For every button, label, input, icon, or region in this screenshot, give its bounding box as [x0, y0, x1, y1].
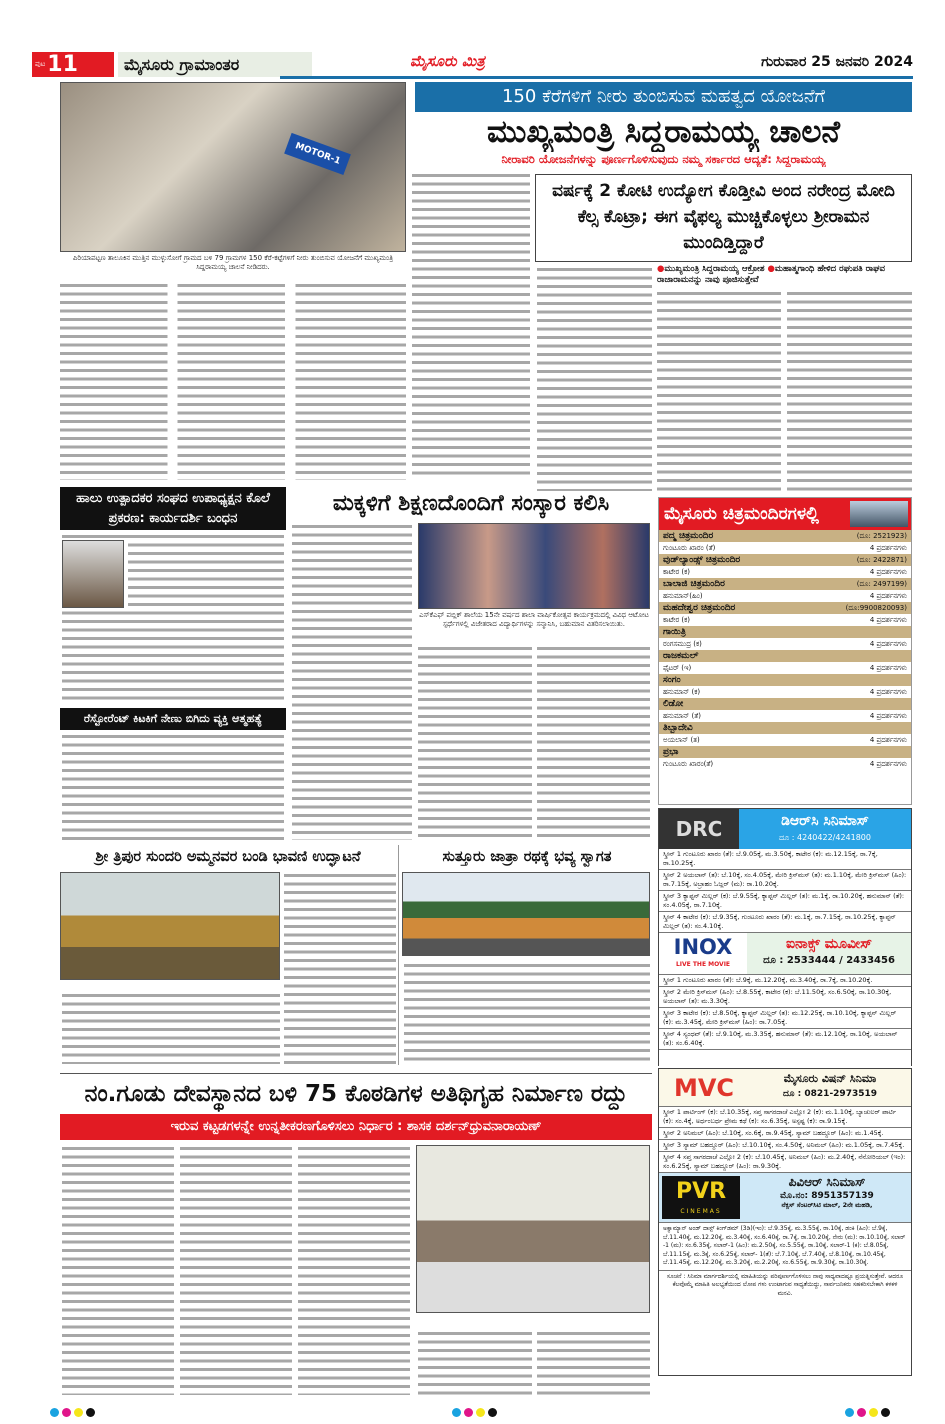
- page-no: 11: [47, 52, 78, 77]
- nanjangud-body-col5: [537, 1330, 650, 1395]
- theatre-film-row: [659, 566, 911, 578]
- theatre-name: ಪದ್ಮ ಚಿತ್ರಮಂದಿರ: [663, 531, 714, 541]
- tripura-body-col2: [284, 872, 396, 1064]
- theatre-name-row: [659, 746, 911, 758]
- lead-photo: [60, 82, 406, 252]
- inox-title: ಐನಾಕ್ಸ್ ಮೂವೀಸ್: [785, 936, 873, 952]
- motor-sign: MOTOR-1: [284, 133, 351, 175]
- nanjangud-body-col4: [418, 1330, 532, 1395]
- theatres-box: [658, 497, 912, 805]
- theatre-phone: (ದೂ: 2497199): [856, 580, 907, 588]
- milk-headline: ಹಾಲು ಉತ್ಪಾದಕರ ಸಂಘದ ಉಪಾಧ್ಯಕ್ಷನ ಕೊಲೆ ಪ್ರಕರಣ: ಕಾರ್ಯದರ್ಶಿ ಬಂಧನ: [60, 487, 286, 530]
- drc-logo: DRC: [659, 809, 739, 849]
- theatre-name: ಪ್ರಭಾ: [663, 747, 679, 757]
- modi-headline: ವರ್ಷಕ್ಕೆ 2 ಕೋಟಿ ಉದ್ಯೋಗ ಕೊಡ್ತೀವಿ ಅಂದ ನರೇಂದ್ರ ಮೋದಿ ಕೆಲ್ಸ ಕೊಟ್ರಾ; ಈಗ ವೈಫಲ್ಯ ಮುಚ್ಚಿಕೊಳ್ಳಲು ಶ್ರೀರಾಮನ ಮುಂದಿಡ್ತಿದ್ದಾರೆ: [552, 181, 895, 253]
- film-name: ಹನುಮಾನ್ (ಕ): [663, 688, 701, 696]
- theatre-film-row: [659, 710, 911, 722]
- film-name: ಕಾಟೇರ (ಕ): [663, 616, 691, 624]
- nanjangud-body-col2: [180, 1145, 292, 1395]
- suttur-body: [404, 962, 650, 1064]
- modi-headline-box: [535, 174, 912, 262]
- theatre-phone: (ದೂ: 2422871): [856, 556, 907, 564]
- school-body-col3: [537, 645, 650, 840]
- modi-body-col1: [537, 266, 652, 491]
- page-label: ಪುಟ: [35, 60, 46, 68]
- suttur-photo: [402, 872, 650, 956]
- school-photo: [418, 523, 650, 609]
- drc-phone: ದೂ : 4240422/4241800: [778, 833, 871, 842]
- show-count: 4 ಪ್ರದರ್ಶನಗಳು: [869, 664, 907, 672]
- film-name: ಫೈಟರ್ (ಇ): [663, 664, 692, 672]
- nanjangud-headline: ನಂ.ಗೂಡು ದೇವಸ್ಥಾನದ ಬಳಿ 75 ಕೊಠಡಿಗಳ ಅತಿಥಿಗೃಹ ನಿರ್ಮಾಣ ರದ್ದು: [84, 1081, 628, 1107]
- header-rule: [280, 76, 913, 79]
- theatre-film-row: [659, 542, 911, 554]
- theatre-film-row: [659, 614, 911, 626]
- rule: [60, 1073, 652, 1074]
- theatre-name-row: [659, 530, 911, 542]
- school-body-col1: [292, 523, 412, 840]
- show-count: 4 ಪ್ರದರ್ಶನಗಳು: [869, 688, 907, 696]
- screen-listing: ಸ್ಕ್ರೀನ್ 2 ಮೇರಿ ಕ್ರಿಸ್‌ಮಸ್ (ಹಿಂ): ಬೆ.8.55ಕ್ಕೆ, ಕಾಟೇರ (ಕ): ಬೆ.11.50ಕ್ಕೆ, ಸಂ.6.50ಕ್ಕೆ, ರಾ.10.30ಕ್ಕೆ, ಅಯಲಾನ್ (ತ): ಮ.3.30ಕ್ಕೆ.: [659, 987, 911, 1008]
- pvr-listing: ಅಕ್ವಾಮ್ಯಾನ್ ಅಂಡ್ ದಾಸ್ಟ್ ಕಿಂಗ್‌ಡಮ್ (3ಡಿ)(ಇಂ): ಬೆ.9.35ಕ್ಕೆ, ಮ.3.55ಕ್ಕೆ, ರಾ.10ಕ್ಕೆ, ಡಂಕಿ (ಹಿಂ): ಬೆ.9ಕ್ಕೆ, ಬೆ.11.40ಕ್ಕೆ, ಮ.12.20ಕ್ಕೆ, ಮ.3.40ಕ್ಕೆ, ಸಂ.6.40ಕ್ಕೆ, ರಾ.7ಕ್ಕೆ, ರಾ.10.20ಕ್ಕೆ, ನೇರು (ಮ): ರಾ.10.10ಕ್ಕೆ, ಸಲಾರ್ -1 (ಮ): ಸಂ.6.35ಕ್ಕೆ, ಸಲಾರ್-1 (ಹಿಂ): ಮ.2.50ಕ್ಕೆ, ಸಂ.5.55ಕ್ಕೆ, ರಾ.10ಕ್ಕೆ, ಸಲಾರ್-1 (ಕ): ಬೆ.8.05ಕ್ಕೆ, ಬೆ.11.15ಕ್ಕೆ, ಮ.3ಕ್ಕೆ, ಸಂ.6.25ಕ್ಕೆ, ಸಲಾರ್- 1(ತೆ): ಬೆ.7.10ಕ್ಕೆ, ಬೆ.7.40ಕ್ಕೆ, ಬೆ.8.10ಕ್ಕೆ, ರಾ.10.45ಕ್ಕೆ, ಬೆ.11.45ಕ್ಕೆ, ಮ.12.20ಕ್ಕೆ, ಮ.3.20ಕ್ಕೆ, ಮ.2.20ಕ್ಕೆ, ಸಂ.6.55ಕ್ಕೆ, ರಾ.9.30ಕ್ಕೆ, ರಾ.10.30ಕ್ಕೆ.: [659, 1223, 911, 1271]
- film-name: ಅಯಲಾನ್ (ತ): [663, 736, 700, 744]
- screen-listing: ಸ್ಕ್ರೀನ್ 4 ಸಪ್ತ ಸಾಗರದಾಚೆ ಎಲ್ಲೋ 2 (ಕ): ಬೆ.10.45ಕ್ಕೆ, ಅನಿಮಲ್ (ಹಿಂ): ಮ.2.40ಕ್ಕೆ, ನೆನೋರಿಯಲ್ (ಇಂ): ಸಂ.6.25ಕ್ಕೆ, ಸ್ಯಾಮ್ ಬಹದ್ದೂರ್ (ಹಿಂ): ರಾ.9.30ಕ್ಕೆ.: [659, 1152, 911, 1173]
- cinema-hall-image: [850, 501, 908, 527]
- restaurant-body: [62, 733, 284, 840]
- film-name: ಗುಂಟೂರು ಖಾರಂ (ತೆ): [663, 544, 716, 552]
- cinema-note: ಸೂಚನೆ : ಸಿನಿಮಾ ಮಾರ್ಗದರ್ಶಿಯಲ್ಲಿ ಮಾಹಿತಿಯನ್ನು ಪರಿಪೂರ್ಣಗೊಳಿಸಲು ನಾವು ಸಾಧ್ಯವಾದಷ್ಟೂ ಪ್ರಯತ್ನಿಸುತ್ತೇವೆ. ಆದರೂ ಕೆಲವೊಮ್ಮೆ ಮಾಹಿತಿ ಅಲಭ್ಯತೆಯಿಂದ ಲೋಪ ಗಳು ಉಂಟಾಗುವ ಸಾಧ್ಯತೆಯಿದ್ದು, ಸಾರ್ವಜನಿಕರು ಸಹಕರಿಸಬೇಕಾಗಿ ಕಳಕಳಿ ಮನವಿ.: [666, 1272, 904, 1297]
- tripura-headline: ಶ್ರೀ ತ್ರಿಪುರ ಸುಂದರಿ ಅಮ್ಮನವರ ಬಂಡಿ ಭಾವಣಿ ಉದ್ಘಾಟನೆ: [95, 849, 361, 865]
- show-count: 4 ಪ್ರದರ್ಶನಗಳು: [869, 616, 907, 624]
- theatre-film-row: [659, 662, 911, 674]
- show-count: 4 ಪ್ರದರ್ಶನಗಳು: [869, 736, 907, 744]
- screen-listing: ಸ್ಕ್ರೀನ್ 4 ಕಾಟೇರ (ಕ): ಬೆ.9.35ಕ್ಕೆ, ಗುಂಟೂರು ಖಾರಂ (ತೆ): ಮ.1ಕ್ಕೆ, ರಾ.7.15ಕ್ಕೆ, ರಾ.10.25ಕ್ಕೆ, ಕ್ಯಾಪ್ಟನ್ ಮಿಲ್ಲರ್ (ತ): ಸಂ.4.10ಕ್ಕೆ.: [659, 912, 911, 933]
- school-headline: ಮಕ್ಕಳಿಗೆ ಶಿಕ್ಷಣದೊಂದಿಗೆ ಸಂಸ್ಕಾರ ಕಲಿಸಿ: [332, 491, 610, 516]
- section-title: ಮೈಸೂರು ಗ್ರಾಮಾಂತರ: [118, 52, 312, 77]
- show-count: 4 ಪ್ರದರ್ಶನಗಳು: [869, 640, 907, 648]
- theatre-film-row: [659, 686, 911, 698]
- page-number-badge: [32, 52, 114, 77]
- theatre-film-row: [659, 758, 911, 770]
- mvc-phone: ದೂ : 0821-2973519: [782, 1089, 878, 1099]
- show-count: 4 ಪ್ರದರ್ಶನಗಳು: [869, 568, 907, 576]
- theatre-name-row: [659, 674, 911, 686]
- masthead: ಮೈಸೂರು ಮಿತ್ರ: [410, 52, 485, 70]
- film-name: ಗುಂಟೂರು ಖಾರಂ(ತೆ): [663, 760, 714, 768]
- theatre-name: ಸಂಗಂ: [663, 675, 681, 685]
- screen-listing: ಸ್ಕ್ರೀನ್ 1 ಪಾರ್ಟಿಂಗ್ (ಕ): ಬೆ.10.35ಕ್ಕೆ, ಸಪ್ತ ಸಾಗರದಾಚೆ ಎಲ್ಲೋ 2 (ಕ): ಮ.1.10ಕ್ಕೆ, ಬ್ಯಾಚುಲರ್ ಪಾರ್ಟಿ (ಕ): ಸಂ.4ಕ್ಕೆ, ಅರ್ಧಂಬರ್ಧ ಪ್ರೇಮ ಕಥೆ (ಕ): ಸಂ.6.35ಕ್ಕೆ, ಅಸ್ಪಷ್ಟ (ಕ): ರಾ.9.15ಕ್ಕೆ.: [659, 1107, 911, 1128]
- issue-date: ಗುರುವಾರ 25 ಜನವರಿ 2024: [761, 54, 913, 70]
- theatre-phone: (ದೂ: 2521923): [856, 532, 907, 540]
- mvc-title: ಮೈಸೂರು ವಿಷನ್ ಸಿನಿಮಾ: [783, 1072, 877, 1085]
- theatre-film-row: [659, 638, 911, 650]
- modi-bullets: ●ಮುಖ್ಯಮಂತ್ರಿ ಸಿದ್ದರಾಮಯ್ಯ ಆಕ್ರೋಶ ●ಮಹಾತ್ಮಗಾಂಧಿ ಹೇಳಿದ ರಘುಪತಿ ರಾಘವ ರಾಜಾರಾಮನನ್ನು ನಾವು ಪೂಜಿಸುತ್ತೇವೆ: [657, 264, 885, 285]
- theatre-name: ಮಹದೇಶ್ವರ ಚಿತ್ರಮಂದಿರ: [663, 603, 736, 613]
- screen-listing: ಸ್ಕ್ರೀನ್ 3 ಕಾಟೇರ (ಕ): ಬೆ.8.50ಕ್ಕೆ, ಕ್ಯಾಪ್ಟನ್ ಮಿಲ್ಲರ್ (ತ): ಮ.12.25ಕ್ಕೆ, ರಾ.10.10ಕ್ಕೆ, ಕ್ಯಾಪ್ಟನ್ ಮಿಲ್ಲರ್ (ಕ): ಮ.3.45ಕ್ಕೆ, ಮೇರಿ ಕ್ರಿಸ್‌ಮಸ್ (ಹಿಂ): ರಾ.7.05ಕ್ಕೆ.: [659, 1008, 911, 1029]
- inox-logo: INOX: [673, 935, 733, 959]
- inox-tagline: LIVE THE MOVIE: [675, 961, 731, 968]
- pvr-phone: ಮೊ.ನಂ: 8951357139: [780, 1191, 874, 1201]
- film-name: ಹನುಮಾನ್(ಹಿಂ): [663, 592, 703, 600]
- nanjangud-body-col1: [62, 1145, 174, 1395]
- screen-listing: ಸ್ಕ್ರೀನ್ 4 ಸ್ಯಂಧವ್ (ತೆ): ಬೆ.9.10ಕ್ಕೆ, ಮ.3.35ಕ್ಕೆ, ಹನುಮಾನ್ (ತೆ): ಮ.12.10ಕ್ಕೆ, ರಾ.10ಕ್ಕೆ, ಅಯಲಾನ್ (ತ): ಸಂ.6.40ಕ್ಕೆ.: [659, 1029, 911, 1050]
- inox-phone: ದೂ : 2533444 / 2433456: [763, 955, 895, 966]
- school-body-col2: [418, 645, 532, 840]
- show-count: 4 ಪ್ರದರ್ಶನಗಳು: [869, 760, 907, 768]
- column-divider: [398, 845, 399, 1065]
- theatre-name: ವುಡ್‌ಲ್ಯಾಂಡ್ಸ್ ಚಿತ್ರಮಂದಿರ: [663, 555, 741, 565]
- mvc-logo: MVC: [673, 1074, 735, 1102]
- tripura-photo: [60, 872, 280, 980]
- theatre-film-row: [659, 590, 911, 602]
- screen-listing: ಸ್ಕ್ರೀನ್ 3 ಸ್ಯಾಮ್ ಬಹದ್ದೂರ್ (ಹಿಂ): ಬೆ.10.10ಕ್ಕೆ, ಸಂ.4.50ಕ್ಕೆ, ಅನಿಮಲ್ (ಹಿಂ): ಮ.1.05ಕ್ಕೆ, ರಾ.7.45ಕ್ಕೆ.: [659, 1140, 911, 1152]
- theatre-name: ಬಾಲಾಜಿ ಚಿತ್ರಮಂದಿರ: [663, 579, 725, 589]
- screen-listing: ಸ್ಕ್ರೀನ್ 1 ಗುಂಟೂರು ಖಾರಂ (ತೆ): ಬೆ.9ಕ್ಕೆ, ಮ.12.20ಕ್ಕೆ, ಮ.3.40ಕ್ಕೆ, ರಾ.7ಕ್ಕೆ, ರಾ.10.20ಕ್ಕೆ.: [659, 975, 911, 987]
- screen-listing: ಸ್ಕ್ರೀನ್ 2 ಅನಿಮಲ್ (ಹಿಂ): ಬೆ.10ಕ್ಕೆ, ಸಂ.6ಕ್ಕೆ, ರಾ.9.45ಕ್ಕೆ, ಸ್ಯಾಮ್ ಬಹದ್ದೂರ್ (ಹಿಂ): ಮ.1.45ಕ್ಕೆ.: [659, 1128, 911, 1140]
- lead-headline: ಮುಖ್ಯಮಂತ್ರಿ ಸಿದ್ದರಾಮಯ್ಯ ಚಾಲನೆ: [486, 114, 840, 150]
- school-photo-caption: ಎಸ್‌ಕೆಎಫ್ ಪಬ್ಲಿಕ್ ಶಾಲೆಯ 15ನೇ ವರ್ಷದ ಶಾಲಾ ವಾರ್ಷಿಕೋತ್ಸವ ಕಾರ್ಯಕ್ರಮದಲ್ಲಿ ವಿವಿಧ ಆಟೋಟ ಸ್ಪರ್ಧೆಗಳಲ್ಲಿ ವಿಜೇತರಾದ ವಿದ್ಯಾರ್ಥಿಗಳನ್ನು ಸನ್ಮಾನಿಸಿ, ಬಹುಮಾನ ವಿತರಿಸಲಾಯಿತು.: [419, 611, 649, 628]
- drc-title: ಡಿಆರ್‌ಸಿ ಸಿನಿಮಾಸ್: [781, 813, 869, 829]
- lead-kicker: 150 ಕೆರೆಗಳಿಗೆ ನೀರು ತುಂಬಿಸುವ ಮಹತ್ವದ ಯೋಜನೆಗೆ: [415, 82, 912, 112]
- screen-listing: ಸ್ಕ್ರೀನ್ 1 ಗುಂಟೂರು ಖಾರಂ (ತೆ): ಬೆ.9.05ಕ್ಕೆ, ಮ.3.50ಕ್ಕೆ, ಕಾಟೇರ (ಕ): ಮ.12.15ಕ್ಕೆ, ರಾ.7ಕ್ಕೆ, ರಾ.10.25ಕ್ಕೆ.: [659, 849, 911, 870]
- theatre-name-row: [659, 554, 911, 566]
- theatre-name-row: [659, 626, 911, 638]
- show-count: 4 ಪ್ರದರ್ಶನಗಳು: [869, 544, 907, 552]
- film-name: ಕಾಟೇರ (ಕ): [663, 568, 691, 576]
- screen-listing: ಸ್ಕ್ರೀನ್ 2 ಅಯಲಾನ್ (ತ): ಬೆ.10ಕ್ಕೆ, ಸಂ.4.05ಕ್ಕೆ, ಮೇರಿ ಕ್ರಿಸ್‌ಮಸ್ (ತ): ಮ.1.10ಕ್ಕೆ, ಮೇರಿ ಕ್ರಿಸ್‌ಮಸ್ (ಹಿಂ): ರಾ.7.15ಕ್ಕೆ, ಅಬ್ರಾಹಂ ಓಜ್ಲರ್ (ಮ): ರಾ.10.20ಕ್ಕೆ.: [659, 870, 911, 891]
- modi-body-col2: [657, 290, 781, 492]
- theatre-name-row: [659, 722, 911, 734]
- nanjangud-photo: [416, 1145, 650, 1313]
- mvc-box: [658, 1068, 912, 1376]
- theatres-title-text: ಮೈಸೂರು ಚಿತ್ರಮಂದಿರಗಳಲ್ಲಿ: [664, 504, 819, 524]
- show-count: 4 ಪ್ರದರ್ಶನಗಳು: [869, 592, 907, 600]
- pvr-title: ಪಿವಿಆರ್ ಸಿನಿಮಾಸ್: [788, 1175, 866, 1189]
- theatre-phone: (ದೂ:9900820093): [845, 604, 907, 612]
- nanjangud-body-col3: [298, 1145, 410, 1395]
- show-count: 4 ಪ್ರದರ್ಶನಗಳು: [869, 712, 907, 720]
- theatre-name-row: [659, 578, 911, 590]
- pvr-logo: PVR: [675, 1179, 727, 1204]
- film-name: ಹನುಮಾನ್ (ತೆ): [663, 712, 701, 720]
- lead-subhead: ನೀರಾವರಿ ಯೋಜನೆಗಳನ್ನು ಪೂರ್ಣಗೊಳಿಸುವುದು ನಮ್ಮ ಸರ್ಕಾರದ ಆದ್ಯತೆ: ಸಿದ್ದರಾಮಯ್ಯ: [501, 152, 826, 166]
- pvr-address: ನೆಕ್ಸಸ್ ಸೆಂಟರ್‌ಸಿಟಿ ಮಾಲ್, 2ನೇ ಮಹಡಿ,: [781, 1201, 873, 1209]
- milk-body: [62, 533, 284, 703]
- modi-bullet-1: ಮುಖ್ಯಮಂತ್ರಿ ಸಿದ್ದರಾಮಯ್ಯ ಆಕ್ರೋಶ: [664, 264, 765, 274]
- theatre-name-row: [659, 698, 911, 710]
- nanjangud-subhead: ಇರುವ ಕಟ್ಟಡಗಳನ್ನೇ ಉನ್ನತೀಕರಣಗೊಳಿಸಲು ನಿರ್ಧಾರ : ಶಾಸಕ ದರ್ಶನ್‌ಧ್ರುವನಾರಾಯಣ್: [60, 1114, 652, 1140]
- modi-bullet-2: ಮಹಾತ್ಮಗಾಂಧಿ ಹೇಳಿದ ರಘುಪತಿ ರಾಘವ ರಾಜಾರಾಮನನ್ನು ನಾವು ಪೂಜಿಸುತ್ತೇವೆ: [657, 264, 885, 285]
- theatre-name-row: [659, 602, 911, 614]
- theatre-name: ತಿಬ್ಬಾದೇವಿ: [663, 723, 693, 733]
- lead-body: [60, 282, 406, 480]
- restaurant-headline: ರೆಸ್ಟೋರೆಂಟ್ ಕಿಟಕಿಗೆ ನೇಣು ಬಿಗಿದು ವ್ಯಕ್ತಿ ಆತ್ಮಹತ್ಯೆ: [60, 708, 286, 730]
- registration-marks-left: [50, 1402, 98, 1421]
- theatre-name: ರಾಜಕಮಲ್: [663, 651, 699, 661]
- lead-photo-caption: ಪಿರಿಯಾಪಟ್ಟಣ ತಾಲೂಕಿನ ಮುತ್ತಿನ ಮುಳ್ಳುಸೋಗೆ ಗ್ರಾಮದ ಬಳಿ 79 ಗ್ರಾಮಗಳ 150 ಕೆರೆ-ಕಟ್ಟೆಗಳಿಗೆ ನೀರು ತುಂಬಿಸುವ ಯೋಜನೆಗೆ ಮುಖ್ಯಮಂತ್ರಿ ಸಿದ್ದರಾಮಯ್ಯ ಚಾಲನೆ ನೀಡಿದರು.: [72, 254, 394, 271]
- drc-box: [658, 808, 912, 1066]
- suttur-headline: ಸುತ್ತೂರು ಜಾತ್ರಾ ರಥಕ್ಕೆ ಭವ್ಯ ಸ್ವಾಗತ: [442, 849, 612, 865]
- film-name: ರಂಗಸಮುದ್ರ (ಕ): [663, 640, 702, 648]
- theatre-name-row: [659, 650, 911, 662]
- pvr-logo-sub: CINEMAS: [680, 1208, 722, 1215]
- lead-body-col: [412, 172, 530, 480]
- theatre-film-row: [659, 734, 911, 746]
- screen-listing: ಸ್ಕ್ರೀನ್ 3 ಕ್ಯಾಪ್ಟನ್ ಮಿಲ್ಲರ್ (ಕ): ಬೆ.9.55ಕ್ಕೆ, ಕ್ಯಾಪ್ಟನ್ ಮಿಲ್ಲರ್ (ತ): ಮ.1ಕ್ಕೆ, ರಾ.10.20ಕ್ಕೆ, ಹನುಮಾನ್ (ತೆ): ಸಂ.4.05ಕ್ಕೆ, ರಾ.7.10ಕ್ಕೆ.: [659, 891, 911, 912]
- tripura-body: [62, 992, 280, 1064]
- modi-body-col3: [787, 290, 912, 492]
- theatres-title: [659, 498, 911, 530]
- theatre-name: ಲಿಡೋ: [663, 699, 684, 709]
- registration-marks-center: [452, 1402, 500, 1421]
- theatre-name: ಗಾಯಿತ್ರಿ: [663, 627, 686, 637]
- registration-marks-right: [845, 1402, 893, 1421]
